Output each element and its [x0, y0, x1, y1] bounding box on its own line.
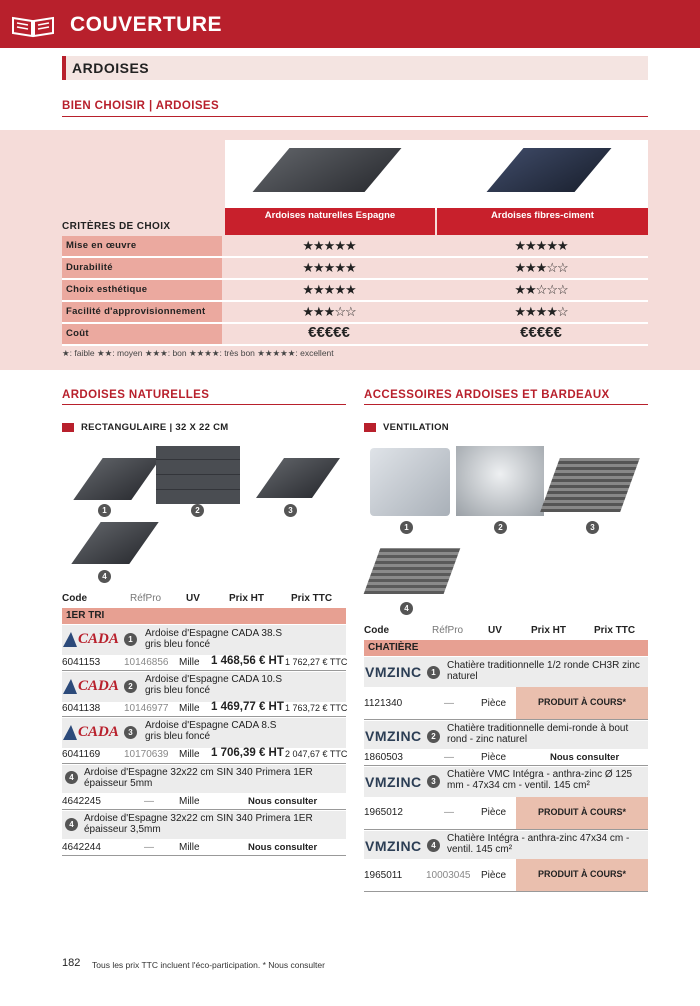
number-badge: 3	[427, 775, 440, 788]
product-code: 4642244	[62, 842, 101, 853]
vent-image-4	[364, 548, 461, 594]
product-ref: —	[144, 796, 154, 807]
cost-rating: €€€€€	[308, 324, 350, 341]
divider	[364, 404, 648, 405]
col-ht: Prix HT	[531, 625, 567, 636]
product-uv: Mille	[179, 703, 200, 714]
number-badge: 4	[400, 602, 413, 615]
product-ref: 10170639	[124, 749, 169, 760]
criteria-label: Facilité d'approvisionnement	[62, 302, 222, 322]
page-header	[0, 0, 700, 48]
product-desc: Ardoise d'Espagne CADA 8.S gris bleu foncé	[145, 720, 277, 742]
row-divider	[364, 719, 648, 720]
rating-stars: ★★★★★	[514, 238, 568, 253]
price-consult: Nous consulter	[248, 796, 318, 807]
product-ref: —	[144, 842, 154, 853]
price-ht: 1 468,56 € HT	[211, 655, 284, 667]
product-desc: Chatière traditionnelle demi-ronde à bout rond - zinc naturel	[447, 723, 629, 745]
price-ht: 1 469,77 € HT	[211, 701, 284, 713]
price-ttc: 2 047,67 € TTC	[285, 749, 348, 759]
number-badge: 3	[586, 521, 599, 534]
col-ttc: Prix TTC	[291, 593, 333, 604]
vent-image-1	[370, 448, 450, 516]
product-code: 4642245	[62, 796, 101, 807]
cada-mark-icon	[62, 677, 78, 695]
product-uv: Mille	[179, 657, 200, 668]
rating-stars: ★★★★★	[302, 260, 356, 275]
rating-stars: ★★★★☆	[514, 304, 568, 319]
product-desc: Chatière traditionnelle 1/2 ronde CH3R zinc naturel	[447, 660, 640, 682]
row-divider	[364, 829, 648, 830]
slate-image-4	[71, 522, 158, 564]
product-ref: —	[444, 698, 454, 709]
col-header-fiber: Ardoises fibres-ciment	[437, 208, 648, 235]
price-ht: 1 706,39 € HT	[211, 747, 284, 759]
product-status: PRODUIT À COURS*	[516, 797, 648, 829]
product-code: 1860503	[364, 752, 403, 763]
number-badge: 1	[400, 521, 413, 534]
cada-mark-icon	[62, 723, 78, 741]
number-badge: 2	[191, 504, 204, 517]
criteria-label: Coût	[62, 324, 222, 344]
cost-rating: €€€€€	[520, 324, 562, 341]
number-badge: 3	[124, 726, 137, 739]
number-badge: 4	[427, 839, 440, 852]
number-badge: 2	[427, 730, 440, 743]
product-code: 1965012	[364, 807, 403, 818]
price-ttc: 1 762,27 € TTC	[285, 657, 348, 667]
criteria-label: Durabilité	[62, 258, 222, 278]
rating-stars: ★★☆☆☆	[514, 282, 568, 297]
price-consult: Nous consulter	[550, 752, 620, 763]
number-badge: 4	[65, 771, 78, 784]
product-ref: 10146856	[124, 657, 169, 668]
number-badge: 1	[98, 504, 111, 517]
product-desc: Ardoise d'Espagne 32x22 cm SIN 340 Primera 1ER épaisseur 3,5mm	[84, 813, 313, 835]
row-divider	[62, 256, 648, 258]
row-divider	[62, 300, 648, 302]
vmzinc-logo: VMZINC	[365, 774, 422, 790]
row-divider	[364, 891, 648, 892]
vent-image-3	[540, 458, 640, 512]
product-ref: —	[444, 807, 454, 818]
product-code: 6041153	[62, 657, 101, 668]
row-divider	[62, 855, 346, 856]
row-divider	[364, 765, 648, 766]
number-badge: 2	[124, 680, 137, 693]
slate-image-1	[73, 458, 160, 500]
product-desc: Chatière VMC Intégra - anthra-zinc Ø 125 mm - 47x34 cm - ventil. 145 cm²	[447, 769, 633, 791]
cada-logo: CADA	[62, 630, 120, 650]
slate-fiber-image	[487, 148, 612, 192]
product-uv: Pièce	[481, 752, 507, 763]
row-divider	[62, 809, 346, 810]
product-status: PRODUIT À COURS*	[516, 687, 648, 719]
divider	[62, 116, 648, 117]
left-section-title: ARDOISES NATURELLES	[62, 389, 210, 401]
right-subtitle: VENTILATION	[383, 422, 449, 433]
product-uv: Pièce	[481, 870, 507, 881]
product-photo	[225, 140, 648, 210]
vent-image-2	[456, 446, 544, 516]
product-uv: Pièce	[481, 807, 507, 818]
choose-title: BIEN CHOISIR | ARDOISES	[62, 100, 220, 112]
rating-stars: ★★★☆☆	[514, 260, 568, 275]
slate-image-3	[256, 458, 340, 498]
grade-band: 1ER TRI	[62, 608, 346, 624]
rating-stars: ★★★☆☆	[302, 304, 356, 319]
col-code: Code	[62, 593, 87, 604]
col-uv: UV	[186, 593, 200, 604]
product-uv: Pièce	[481, 698, 507, 709]
price-ttc: 1 763,72 € TTC	[285, 703, 348, 713]
criteria-label: Choix esthétique	[62, 280, 222, 300]
product-uv: Mille	[179, 842, 200, 853]
row-divider	[62, 344, 648, 346]
slate-natural-image	[253, 148, 402, 192]
col-ref: RéfPro	[130, 593, 162, 604]
product-desc: Ardoise d'Espagne CADA 10.S gris bleu foncé	[145, 674, 282, 696]
col-ref: RéfPro	[432, 625, 464, 636]
product-uv: Mille	[179, 796, 200, 807]
rating-legend: ★: faible ★★: moyen ★★★: bon ★★★★: très bon ★★★★★: excellent	[62, 348, 334, 358]
vmzinc-logo: VMZINC	[365, 728, 422, 744]
page-title: COUVERTURE	[70, 13, 223, 36]
product-desc: Chatière Intégra - anthra-zinc 47x34 cm - ventil. 145 cm²	[447, 833, 630, 855]
criteria-title: CRITÈRES DE CHOIX	[62, 221, 171, 232]
price-consult: Nous consulter	[248, 842, 318, 853]
page-number: 182	[62, 957, 81, 969]
product-ref: 10003045	[426, 870, 471, 881]
product-uv: Mille	[179, 749, 200, 760]
section-banner	[62, 56, 648, 80]
cada-logo: CADA	[62, 677, 120, 697]
rating-stars: ★★★★★	[302, 282, 356, 297]
product-code: 1121340	[364, 698, 403, 709]
category-band: CHATIÈRE	[364, 640, 648, 656]
slate-image-2	[156, 446, 240, 504]
rating-stars: ★★★★★	[302, 238, 356, 253]
col-uv: UV	[488, 625, 502, 636]
section-title: ARDOISES	[72, 60, 150, 76]
criteria-label: Mise en œuvre	[62, 236, 222, 256]
row-divider	[62, 278, 648, 280]
divider	[62, 404, 346, 405]
number-badge: 1	[124, 633, 137, 646]
vmzinc-logo: VMZINC	[365, 838, 422, 854]
cada-logo: CADA	[62, 723, 120, 743]
product-code: 1965011	[364, 870, 403, 881]
col-code: Code	[364, 625, 389, 636]
product-desc: Ardoise d'Espagne 32x22 cm SIN 340 Primera 1ER épaisseur 5mm	[84, 767, 313, 789]
row-divider	[62, 716, 346, 717]
number-badge: 4	[65, 818, 78, 831]
number-badge: 2	[494, 521, 507, 534]
row-divider	[62, 763, 346, 764]
vmzinc-logo: VMZINC	[365, 664, 422, 680]
product-code: 6041138	[62, 703, 101, 714]
col-ht: Prix HT	[229, 593, 265, 604]
product-desc: Ardoise d'Espagne CADA 38.S gris bleu foncé	[145, 628, 282, 650]
product-code: 6041169	[62, 749, 101, 760]
footer-note: Tous les prix TTC incluent l'éco-participation. * Nous consulter	[92, 960, 325, 970]
book-icon	[10, 12, 56, 38]
number-badge: 1	[427, 666, 440, 679]
left-subtitle: RECTANGULAIRE | 32 X 22 CM	[81, 422, 229, 433]
col-ttc: Prix TTC	[594, 625, 636, 636]
right-section-title: ACCESSOIRES ARDOISES ET BARDEAUX	[364, 389, 610, 401]
row-divider	[62, 670, 346, 671]
product-ref: —	[444, 752, 454, 763]
col-header-natural: Ardoises naturelles Espagne	[225, 208, 435, 235]
cada-mark-icon	[62, 630, 78, 648]
product-status: PRODUIT À COURS*	[516, 859, 648, 891]
number-badge: 4	[98, 570, 111, 583]
product-ref: 10146977	[124, 703, 169, 714]
number-badge: 3	[284, 504, 297, 517]
